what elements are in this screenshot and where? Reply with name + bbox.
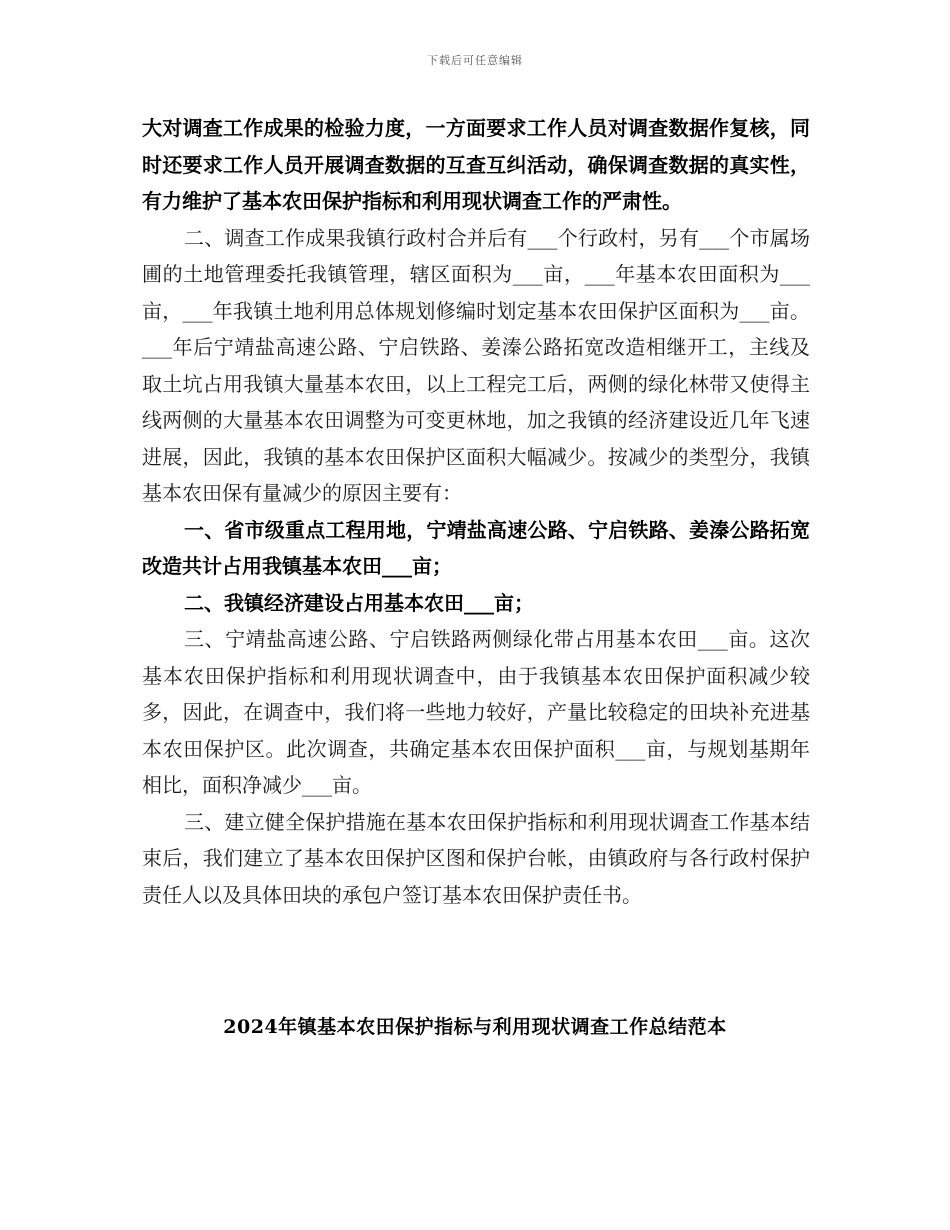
page-header: 下载后可任意编辑 [427,54,523,67]
paragraph-4: 二、我镇经济建设占用基本农田___亩； [184,590,534,615]
document-body [142,110,810,913]
paragraph-6: 三、建立健全保护措施在基本农田保护指标和利用现状调查工作基本结束后，我们建立了基本农田保护区图和保护台帐，由镇政府与各行政村保护责任人以及具体田块的承包户签订基本农田保护责任书。 [142,809,810,907]
paragraph-5: 三、宁靖盐高速公路、宁启铁路两侧绿化带占用基本农田___亩。这次基本农田保护指标和利用现状调查中，由于我镇基本农田保护面积减少较多，因此，在调查中，我们将一些地力较好，产量比较稳定的田块补充进基本农田保护区。此次调查，共确定基本农田保护面积___亩，与规划基期年相比，面积净减少___亩。 [142,627,810,797]
document-title: 2024年镇基本农田保护指标与利用现状调查工作总结范本 [223,1016,727,1038]
paragraph-1: 大对调查工作成果的检验力度，一方面要求工作人员对调查数据作复核，同时还要求工作人员开展调查数据的互查互纠活动，确保调查数据的真实性，有力维护了基本农田保护指标和利用现状调查工作的严肃性。 [142,116,810,213]
paragraph-2: 二、调查工作成果我镇行政村合并后有___个行政村，另有___个市属场圃的土地管理委托我镇管理，辖区面积为___亩，___年基本农田面积为___亩，___年我镇土地利用总体规划修编时划定基本农田保护区面积为___亩。___年后宁靖盐高速公路、宁启铁路、姜溱公路拓宽改造相继开工，主线及取土坑占用我镇大量基本农田，以上工程完工后，两侧的绿化林带又使得主线两侧的大量基本农田调整为可变更林地，加之我镇的经济建设近几年飞速进展，因此，我镇的基本农田保护区面积大幅减少。按减少的类型分，我镇基本农田保有量减少的原因主要有： [142,225,810,505]
paragraph-3: 一、省市级重点工程用地，宁靖盐高速公路、宁启铁路、姜溱公路拓宽改造共计占用我镇基本农田___亩； [142,517,810,578]
